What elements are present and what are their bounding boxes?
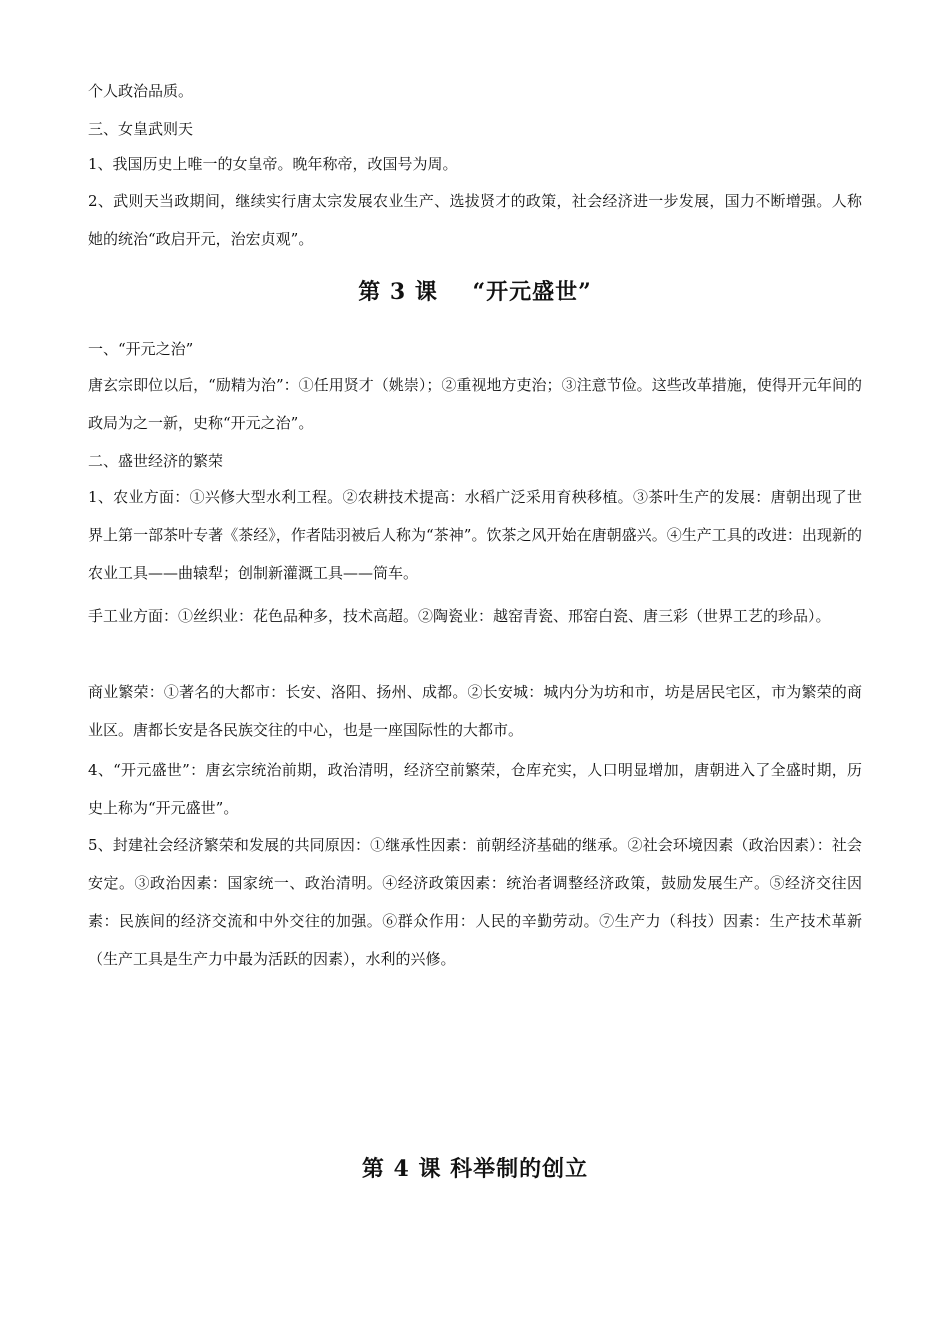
lesson-title: 第 4 课 科举制的创立 [361, 1156, 589, 1182]
section-heading: 三、女皇武则天 [88, 120, 194, 138]
paragraph: 手工业方面：①丝织业：花色品种多，技术高超。②陶瓷业：越窑青瓷、邢窑白瓷、唐三彩（世界工艺的珍品）。 [88, 607, 831, 625]
lesson-number: 第 3 课 [358, 279, 438, 305]
list-item: 1、我国历史上唯一的女皇帝。晚年称帝，改国号为周。 [88, 155, 458, 173]
paragraph: 商业繁荣：①著名的大都市：长安、洛阳、扬州、成都。②长安城：城内分为坊和市，坊是居民宅区，市为繁荣的商业区。唐都长安是各民族交往的中心，也是一座国际性的大都市。 [88, 683, 862, 739]
paragraph: 5、封建社会经济繁荣和发展的共同原因：①继承性因素：前朝经济基础的继承。②社会环境因素（政治因素）：社会安定。③政治因素：国家统一、政治清明。④经济政策因素：统治者调整经济政策，鼓励发展生产。⑤经济交往因素：民族间的经济交流和中外交往的加强。⑥群众作用：人民的辛勤劳动。⑦生产力（科技）因素：生产技术革新（生产工具是生产力中最为活跃的因素），水利的兴修。 [88, 836, 862, 968]
section-heading: 一、“开元之治” [88, 340, 194, 358]
list-item: 2、武则天当政期间，继续实行唐太宗发展农业生产、选拔贤才的政策，社会经济进一步发展，国力不断增强。人称她的统治“政启开元，治宏贞观”。 [88, 192, 862, 248]
paragraph: 4、“开元盛世”：唐玄宗统治前期，政治清明，经济空前繁荣，仓库充实，人口明显增加，唐朝进入了全盛时期，历史上称为“开元盛世”。 [88, 761, 862, 817]
section-heading: 二、盛世经济的繁荣 [88, 452, 224, 470]
lesson-name: “开元盛世” [472, 279, 592, 305]
lesson-title [88, 275, 862, 309]
paragraph: 1、农业方面：①兴修大型水利工程。②农耕技术提高：水稻广泛采用育秧移植。③茶叶生产的发展：唐朝出现了世界上第一部茶叶专著《茶经》，作者陆羽被后人称为“茶神”。饮茶之风开始在唐朝盛兴。④生产工具的改进：出现新的农业工具——曲辕犁；创制新灌溉工具——筒车。 [88, 488, 862, 582]
paragraph-line: 个人政治品质。 [88, 82, 194, 100]
paragraph: 唐玄宗即位以后，“励精为治”：①任用贤才（姚崇）；②重视地方吏治；③注意节俭。这些改革措施，使得开元年间的政局为之一新，史称“开元之治”。 [88, 376, 862, 432]
